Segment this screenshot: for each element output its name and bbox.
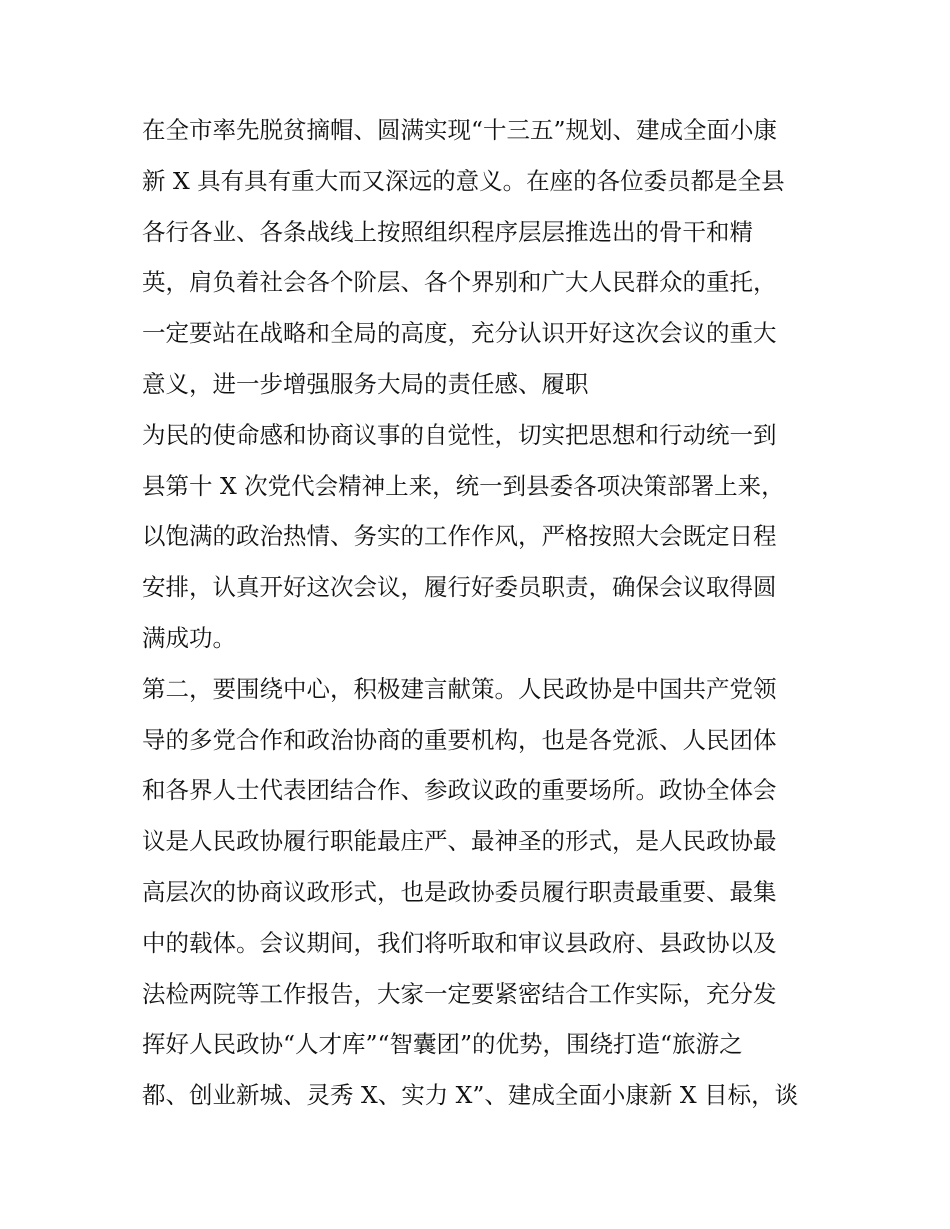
text-line: 都、创业新城、灵秀 X、实力 X”、建成全面小康新 X 目标，谈 (142, 1081, 799, 1110)
text-line: 英，肩负着社会各个阶层、各个界别和广大人民群众的重托， (142, 268, 777, 297)
text-line: 为民的使命感和协商议事的自觉性，切实把思想和行动统一到 (142, 420, 777, 449)
text-line: 中的载体。会议期间，我们将听取和审议县政府、县政协以及 (142, 928, 777, 957)
text-line: 议是人民政协履行职能最庄严、最神圣的形式，是人民政协最 (142, 827, 777, 856)
text-line: 以饱满的政治热情、务实的工作作风，严格按照大会既定日程 (142, 522, 777, 551)
text-line: 挥好人民政协“人才库”“智囊团”的优势，围绕打造“旅游之 (142, 1030, 743, 1059)
text-line: 高层次的协商议政形式，也是政协委员履行职责最重要、最集 (142, 877, 777, 906)
text-line: 县第十 X 次党代会精神上来，统一到县委各项决策部署上来， (142, 471, 785, 500)
text-line: 法检两院等工作报告，大家一定要紧密结合工作实际，充分发 (142, 979, 777, 1008)
text-line: 意义，进一步增强服务大局的责任感、履职 (142, 369, 589, 398)
text-line: 新 X 具有具有重大而又深远的意义。在座的各位委员都是全县 (142, 166, 785, 195)
text-line: 第二，要围绕中心，积极建言献策。人民政协是中国共产党领 (142, 674, 777, 703)
text-line: 导的多党合作和政治协商的重要机构，也是各党派、人民团体 (142, 725, 777, 754)
text-line: 各行各业、各条战线上按照组织程序层层推选出的骨干和精 (142, 217, 753, 246)
text-line: 在全市率先脱贫摘帽、圆满实现“十三五”规划、建成全面小康 (142, 116, 778, 144)
text-line: 满成功。 (142, 623, 236, 652)
text-line: 和各界人士代表团结合作、参政议政的重要场所。政协全体会 (142, 776, 777, 805)
text-line: 安排，认真开好这次会议，履行好委员职责，确保会议取得圆 (142, 573, 777, 602)
document-body (142, 105, 822, 1121)
text-line: 一定要站在战略和全局的高度，充分认识开好这次会议的重大 (142, 319, 777, 348)
